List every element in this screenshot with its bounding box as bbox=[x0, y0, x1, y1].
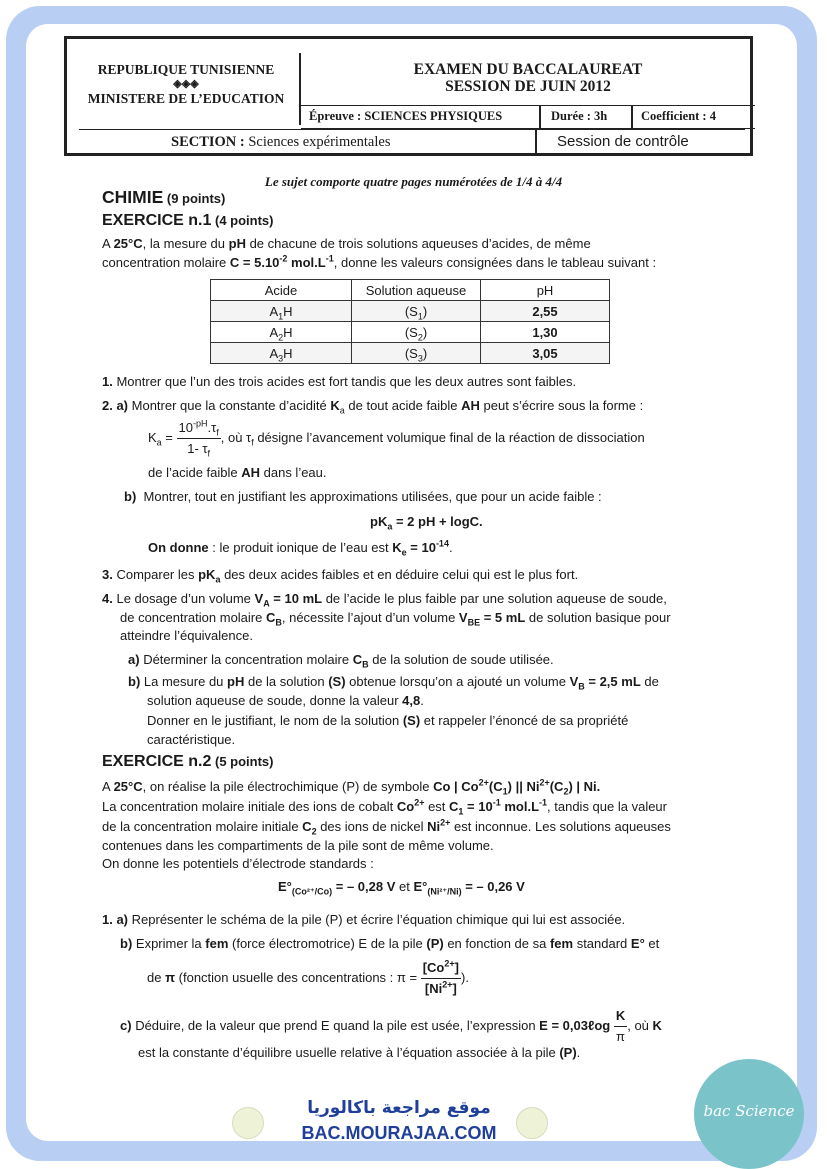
ph-table bbox=[210, 279, 610, 364]
ex1-q2a-formula: $K_a$ = $\frac{10^{-pH}.\tau_f}{1- \tau_f}$ , où $\tau_f$ désigne l’avancement volumique final de la réaction de dissociation bbox=[148, 418, 645, 459]
site-logo-icon bbox=[232, 1107, 264, 1139]
ex2-q1c-line2: est la constante d’équilibre usuelle relative à l’équation associée à la pile (P). bbox=[138, 1045, 581, 1060]
ex1-q2a-line3: de l’acide faible AH dans l’eau. bbox=[148, 465, 327, 480]
ministry-label: MINISTERE DE L’EDUCATION bbox=[87, 91, 285, 106]
ex2-heading: EXERCICE n.2 (5 points) bbox=[102, 753, 274, 770]
divider bbox=[535, 130, 537, 154]
ex1-q1: 1. Montrer que l’un des trois acides est fort tandis que les deux autres sont faibles. bbox=[102, 374, 577, 389]
pi-fraction: $\frac{[Co^{2+}]}{[Ni^{2+}]}$ bbox=[422, 958, 459, 996]
ex1-q3: 3. Comparer les $pK_a$ des deux acides faibles et en déduire celui qui est le plus fort. bbox=[102, 567, 579, 585]
table-row bbox=[211, 343, 610, 364]
ex2-line4: contenues dans les compartiments de la pile sont de même volume. bbox=[102, 838, 494, 853]
table-cell: $(S_1)$ bbox=[352, 301, 481, 322]
table-header: Acide bbox=[211, 280, 352, 301]
ex1-q4a: a) Déterminer la concentration molaire $C_B$ de la solution de soude utilisée. bbox=[128, 652, 554, 670]
ex1-intro-line2: concentration molaire $C = 5.10^{-2}$ $mol.L^{-1}$, donne les valeurs consignées dans le tableau suivant : bbox=[102, 253, 657, 270]
ex1-intro-line1: A 25°C, la mesure du pH de chacune de trois solutions aqueuses d’acides, de même bbox=[102, 236, 591, 251]
ornament: ◈◈◈ bbox=[173, 78, 199, 90]
epreuve-label: Épreuve : SCIENCES PHYSIQUES bbox=[309, 109, 503, 123]
section-row bbox=[79, 129, 745, 154]
ex2-line2: La concentration molaire initiale des ions de cobalt $Co^{2+}$ est $C_1 = 10^{-1}$ $mol.L^{-1}$, tandis que la valeur bbox=[102, 797, 667, 817]
ex1-q4-line1: 4. Le dosage d’un volume $V_A = 10$ mL de l’acide le plus faible par une solution aqueuse de soude, bbox=[102, 591, 667, 609]
table-header: pH bbox=[481, 280, 610, 301]
site-logo-icon bbox=[516, 1107, 548, 1139]
ex2-q1c-line1: c) Déduire, de la valeur que prend E quand la pile est usée, l’expression E = 0,03ℓog $\frac{K}{\pi}$ , où K bbox=[120, 1006, 662, 1047]
divider bbox=[539, 106, 541, 128]
table-row bbox=[211, 322, 610, 343]
ex1-q2a: 2. a) Montrer que la constante d’acidité $K_a$ de tout acide faible AH peut s’écrire sous la forme : bbox=[102, 398, 644, 416]
ex1-q4-line2: de concentration molaire $C_B$, nécessite l’ajout d’un volume $V_{BE} = 5$ mL de solution basique pour bbox=[120, 610, 671, 628]
ex1-heading: EXERCICE n.1 (4 points) bbox=[102, 212, 274, 229]
republic-label: REPUBLIQUE TUNISIENNE bbox=[97, 62, 275, 77]
table-header-row bbox=[211, 280, 610, 301]
session-type: Session de contrôle bbox=[557, 133, 689, 150]
ex1-q2b: b) Montrer, tout en justifiant les approximations utilisées, que pour un acide faible : bbox=[124, 489, 602, 504]
exam-title-block bbox=[301, 61, 755, 95]
ex1-q4b-line2: solution aqueuse de soude, donne la valeur 4,8. bbox=[147, 693, 424, 708]
table-cell: $A_3H$ bbox=[211, 343, 352, 364]
duree-label: Durée : 3h bbox=[551, 109, 608, 123]
section-label: SECTION : Sciences expérimentales bbox=[171, 134, 391, 150]
exam-info-row bbox=[301, 105, 755, 129]
ex1-q4b-line1: b) La mesure du pH de la solution (S) obtenue lorsqu’on a ajouté un volume $V_B = 2,5$ mL de bbox=[128, 674, 659, 692]
ex2-q1a: 1. a) Représenter le schéma de la pile (P) et écrire l’équation chimique qui lui est associée. bbox=[102, 912, 626, 927]
exam-header bbox=[64, 36, 753, 156]
footer-arabic-title[interactable]: موقع مراجعة باكالوريا bbox=[307, 1098, 491, 1118]
footer-url-link[interactable]: BAC.MOURAJAA.COM bbox=[301, 1123, 497, 1143]
ex1-q4-line3: atteindre l’équivalence. bbox=[120, 628, 253, 643]
ex1-q4b-line4: caractéristique. bbox=[147, 732, 236, 747]
table-row bbox=[211, 301, 610, 322]
ex2-q1b-line2: de π (fonction usuelle des concentrations : π = $\frac{[Co^{2+}]}{[Ni^{2+}]}$ ). bbox=[147, 958, 469, 999]
ex1-q4b-line3: Donner en le justifiant, le nom de la solution (S) et rappeler l’énoncé de sa propriété bbox=[147, 713, 629, 728]
ministry-block bbox=[79, 61, 293, 107]
ex1-q2b-formula: $pK_a = 2$ pH + logC. bbox=[370, 514, 483, 532]
table-cell: $A_2H$ bbox=[211, 322, 352, 343]
table-cell: $(S_3)$ bbox=[352, 343, 481, 364]
ex2-line3: de la concentration molaire initiale $C_2$ des ions de nickel $Ni^{2+}$ est inconnue. Les solutions aqueuses bbox=[102, 817, 671, 837]
ex2-line5: On donne les potentiels d’électrode standards : bbox=[102, 856, 374, 871]
ex2-q1b-line1: b) Exprimer la fem (force électromotrice) E de la pile (P) en fonction de sa fem standard E° et bbox=[120, 936, 660, 951]
table-cell: $A_1H$ bbox=[211, 301, 352, 322]
divider bbox=[631, 106, 633, 128]
ex1-q2b-given: On donne : le produit ionique de l’eau est $K_e = 10^{-14}$. bbox=[148, 538, 453, 558]
table-cell: 3,05 bbox=[481, 343, 610, 364]
bac-science-logo: bac Science bbox=[694, 1059, 804, 1169]
coefficient-label: Coefficient : 4 bbox=[641, 109, 716, 123]
chimie-heading: CHIMIE (9 points) bbox=[102, 187, 226, 207]
subject-note: Le sujet comporte quatre pages numérotées de 1/4 à 4/4 bbox=[264, 174, 563, 189]
ka-fraction: $\frac{10^{-pH}.\tau_f}{1- \tau_f}$ bbox=[178, 418, 219, 459]
ex2-line1: A 25°C, on réalise la pile électrochimique (P) de symbole Co | $Co^{2+}(C_1)$ || $Ni^{2+}(C_2)$ | Ni. bbox=[102, 777, 601, 797]
session-title: SESSION DE JUIN 2012 bbox=[445, 78, 611, 95]
exam-title: EXAMEN DU BACCALAUREAT bbox=[413, 61, 643, 78]
ex2-potentials: $E^\circ_{(Co^{2+}/Co)}$ = – 0,28 V et $E^\circ_{(Ni^{2+}/Ni)}$ = – 0,26 V bbox=[278, 879, 525, 897]
k-fraction: $\frac{K}{\pi}$ bbox=[615, 1008, 626, 1044]
table-cell: 1,30 bbox=[481, 322, 610, 343]
table-header: Solution aqueuse bbox=[352, 280, 481, 301]
table-cell: $(S_2)$ bbox=[352, 322, 481, 343]
table-cell: 2,55 bbox=[481, 301, 610, 322]
